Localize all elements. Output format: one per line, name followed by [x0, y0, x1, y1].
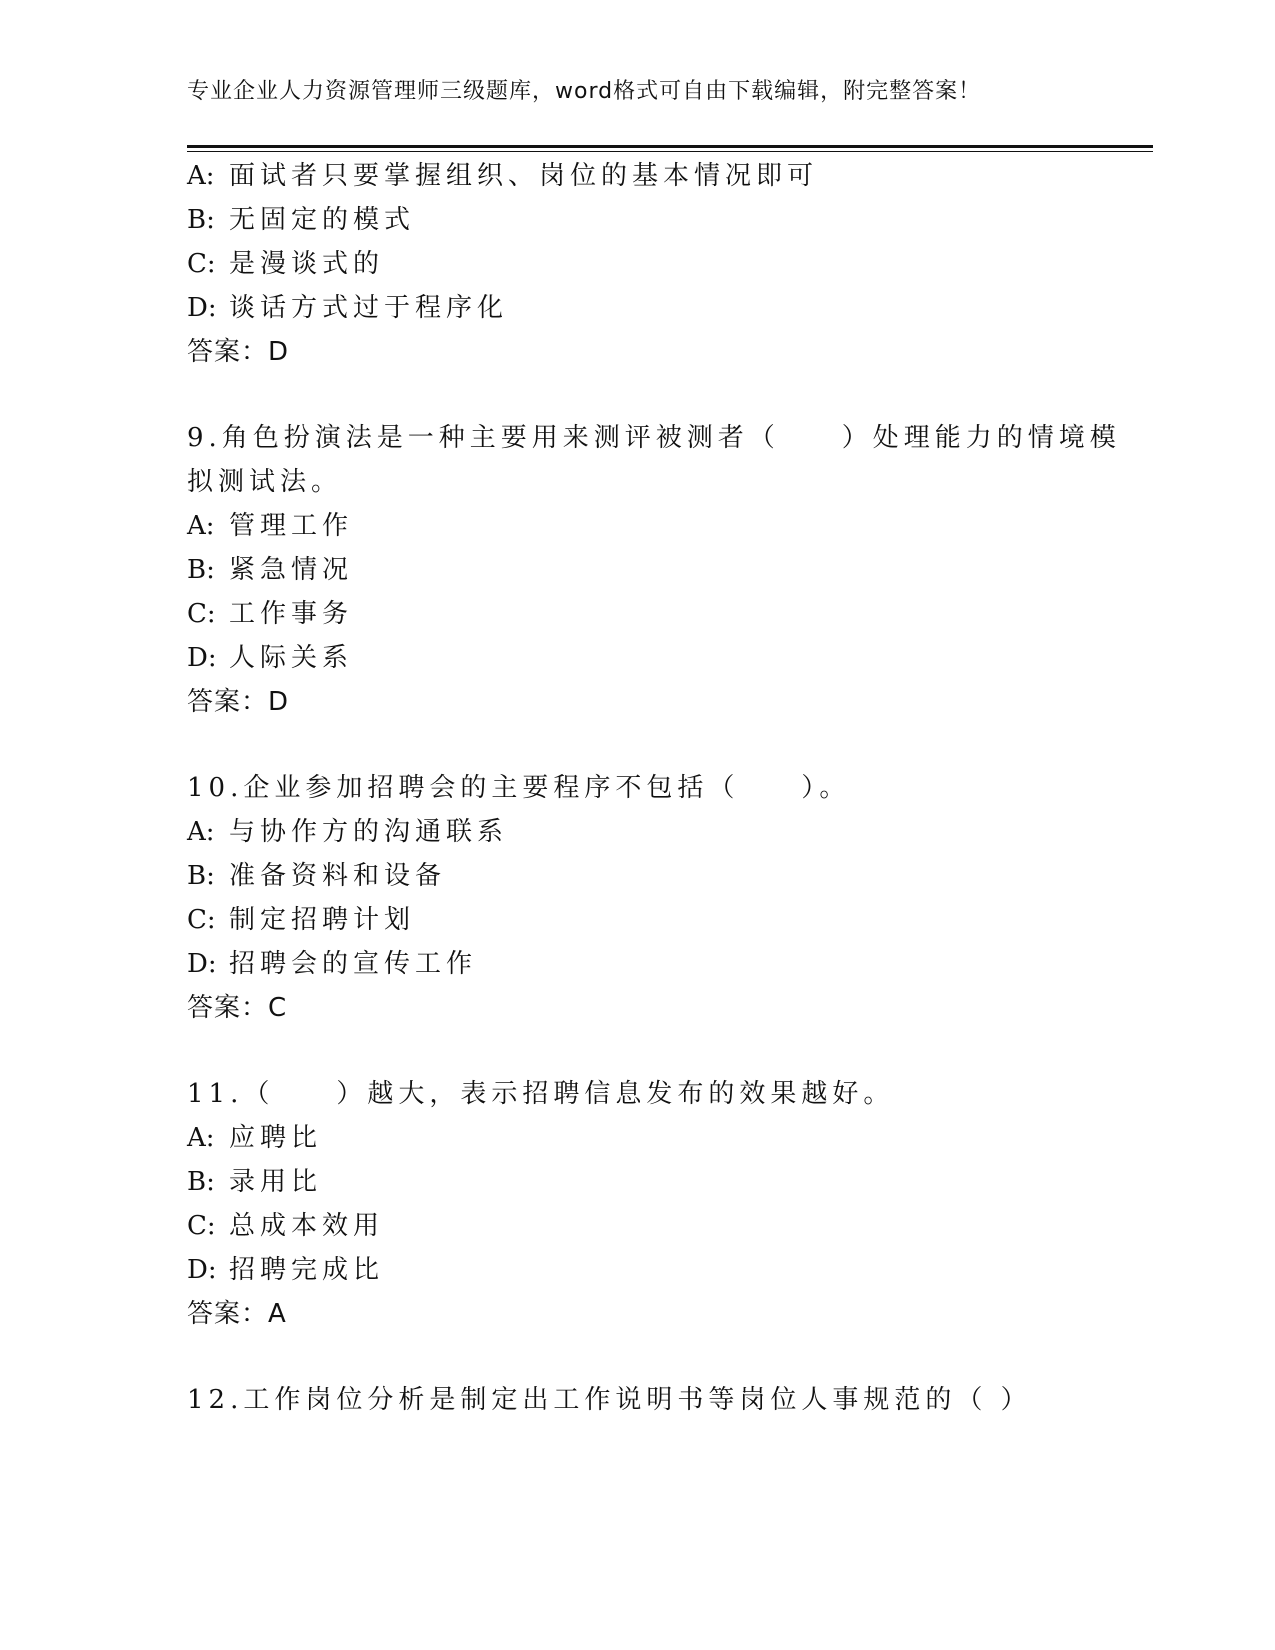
q11-option-d — [187, 1254, 384, 1286]
q10-answer: 答案：C — [187, 993, 288, 1023]
q8-option-b — [187, 204, 415, 236]
option-text: 录用比 — [229, 1167, 323, 1197]
q9-option-a — [187, 510, 353, 542]
q10-option-d — [187, 948, 477, 980]
option-text: 人际关系 — [229, 643, 354, 673]
option-letter: B: — [187, 1167, 215, 1197]
option-letter: C: — [187, 599, 216, 629]
option-text: 工作事务 — [229, 599, 354, 629]
option-letter: D: — [187, 643, 217, 673]
q9-stem-line2: 拟测试法。 — [187, 467, 343, 497]
q11-answer: 答案：A — [187, 1299, 287, 1329]
option-letter: A: — [187, 511, 215, 541]
q11-option-b — [187, 1166, 322, 1198]
option-letter: C: — [187, 905, 216, 935]
q9-answer: 答案：D — [187, 687, 290, 717]
q8-answer: 答案：D — [187, 337, 290, 367]
q9-stem-line1: 9.角色扮演法是一种主要用来测评被测者（ ）处理能力的情境模 — [187, 423, 1121, 453]
option-text: 招聘完成比 — [229, 1255, 385, 1285]
option-letter: D: — [187, 949, 217, 979]
option-text: 谈话方式过于程序化 — [229, 293, 509, 323]
header-rule-thin — [187, 151, 1153, 152]
option-text: 应聘比 — [229, 1123, 323, 1153]
option-letter: A: — [187, 1123, 215, 1153]
q11-stem-line1: 11.（ ）越大，表示招聘信息发布的效果越好。 — [187, 1079, 895, 1109]
option-text: 与协作方的沟通联系 — [229, 817, 509, 847]
q10-option-a — [187, 816, 508, 848]
option-text: 管理工作 — [229, 511, 354, 541]
option-text: 招聘会的宣传工作 — [229, 949, 478, 979]
q12-stem-line1: 12.工作岗位分析是制定出工作说明书等岗位人事规范的（ ） — [187, 1385, 1032, 1415]
option-letter: A: — [187, 161, 215, 191]
q10-option-c — [187, 904, 415, 936]
option-text: 制定招聘计划 — [229, 905, 416, 935]
q8-option-c — [187, 248, 384, 280]
q11-option-c — [187, 1210, 384, 1242]
page-header: 专业企业人力资源管理师三级题库，word格式可自由下载编辑，附完整答案！ — [187, 79, 982, 104]
q9-option-b — [187, 554, 353, 586]
option-letter: D: — [187, 1255, 217, 1285]
option-letter: B: — [187, 205, 215, 235]
q9-option-c — [187, 598, 353, 630]
q8-option-d — [187, 292, 508, 324]
q9-option-d — [187, 642, 353, 674]
option-letter: A: — [187, 817, 215, 847]
option-text: 是漫谈式的 — [229, 249, 385, 279]
q8-option-a — [187, 160, 818, 192]
header-rule-thick — [187, 145, 1153, 148]
option-text: 准备资料和设备 — [229, 861, 447, 891]
q10-stem-line1: 10.企业参加招聘会的主要程序不包括（ ）。 — [187, 773, 851, 803]
option-letter: C: — [187, 1211, 216, 1241]
option-text: 无固定的模式 — [229, 205, 416, 235]
option-letter: D: — [187, 293, 217, 323]
option-text: 总成本效用 — [229, 1211, 385, 1241]
q10-option-b — [187, 860, 446, 892]
q11-option-a — [187, 1122, 322, 1154]
option-letter: B: — [187, 555, 215, 585]
option-text: 紧急情况 — [229, 555, 354, 585]
option-letter: C: — [187, 249, 216, 279]
option-letter: B: — [187, 861, 215, 891]
option-text: 面试者只要掌握组织、岗位的基本情况即可 — [229, 161, 819, 191]
